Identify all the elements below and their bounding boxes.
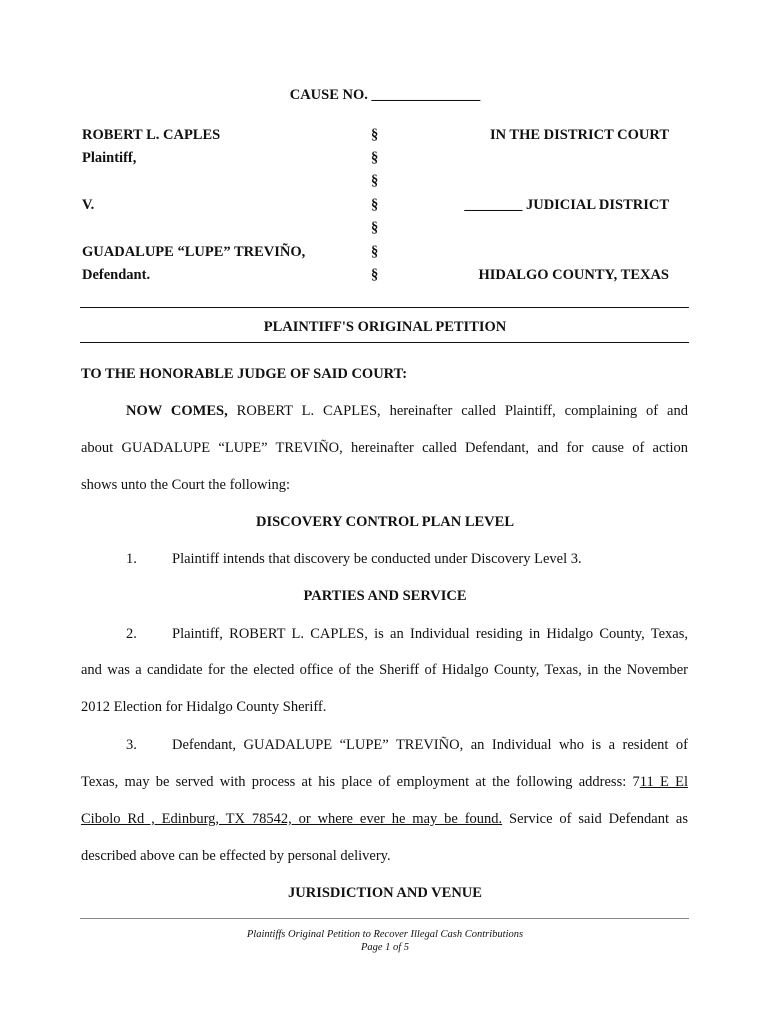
plaintiff-name: ROBERT L. CAPLES: [82, 127, 221, 143]
judicial-district: ________ JUDICIAL DISTRICT: [464, 197, 669, 213]
paragraph-2-line-3: 2012 Election for Hidalgo County Sheriff.: [81, 699, 327, 715]
paragraph-1-text: Plaintiff intends that discovery be conducted under Discovery Level 3.: [172, 551, 582, 567]
defendant-name: GUADALUPE “LUPE” TREVIÑO,: [82, 244, 306, 260]
section-mark: §: [371, 244, 379, 260]
intro-line-1: [126, 403, 688, 420]
paragraph-2-line-2: and was a candidate for the elected office of the Sheriff of Hidalgo County, Texas, in the November: [81, 662, 688, 678]
address-link: 11 E El: [639, 774, 688, 790]
intro-line-2: about GUADALUPE “LUPE” TREVIÑO, hereinafter called Defendant, and for cause of action: [81, 440, 688, 456]
section-mark: §: [371, 267, 379, 283]
section-mark: §: [371, 150, 379, 166]
parties-heading: PARTIES AND SERVICE: [303, 588, 467, 604]
section-mark: §: [371, 197, 379, 213]
paragraph-3-line-4: described above can be effected by personal delivery.: [81, 848, 391, 864]
jurisdiction-heading: JURISDICTION AND VENUE: [288, 885, 482, 901]
intro-lead: NOW COMES,: [126, 403, 228, 419]
paragraph-3-line-1: Defendant, GUADALUPE “LUPE” TREVIÑO, an Individual who is a resident of: [172, 737, 688, 753]
paragraph-3-line-2-text: Texas, may be served with process at his place of employment at the following address: 7: [81, 774, 640, 790]
discovery-heading: DISCOVERY CONTROL PLAN LEVEL: [256, 514, 514, 530]
plaintiff-label: Plaintiff,: [82, 150, 137, 166]
footer-title: Plaintiffs Original Petition to Recover Illegal Cash Contributions: [246, 929, 524, 940]
paragraph-3-line-2: [81, 774, 688, 791]
title-rule-top: [80, 307, 689, 308]
paragraph-number: 1.: [126, 551, 137, 567]
paragraph-number: 2.: [126, 626, 137, 642]
versus-label: V.: [82, 197, 95, 213]
service-text: Service of said Defendant as: [502, 811, 688, 827]
section-mark: §: [371, 127, 379, 143]
address-continued: Cibolo Rd , Edinburg, TX 78542, or where ever he may be found.: [81, 811, 503, 827]
section-mark: §: [371, 173, 379, 189]
county-state: HIDALGO COUNTY, TEXAS: [478, 267, 669, 283]
defendant-label: Defendant.: [82, 267, 151, 283]
intro-line-3: shows unto the Court the following:: [81, 477, 291, 493]
paragraph-number: 3.: [126, 737, 137, 753]
salutation: TO THE HONORABLE JUDGE OF SAID COURT:: [81, 366, 408, 382]
court-name: IN THE DISTRICT COURT: [489, 127, 669, 143]
document-title: PLAINTIFF'S ORIGINAL PETITION: [263, 319, 507, 335]
section-mark: §: [371, 220, 379, 236]
title-rule-bottom: [80, 342, 689, 343]
paragraph-2-line-1: Plaintiff, ROBERT L. CAPLES, is an Individual residing in Hidalgo County, Texas,: [172, 626, 688, 642]
footer-rule: [80, 918, 689, 919]
cause-number: CAUSE NO. _______________: [289, 87, 481, 103]
intro-line-1-rest: ROBERT L. CAPLES, hereinafter called Plaintiff, complaining of and: [227, 403, 688, 419]
paragraph-3-line-3: [81, 811, 688, 828]
page-number: Page 1 of 5: [360, 942, 410, 953]
